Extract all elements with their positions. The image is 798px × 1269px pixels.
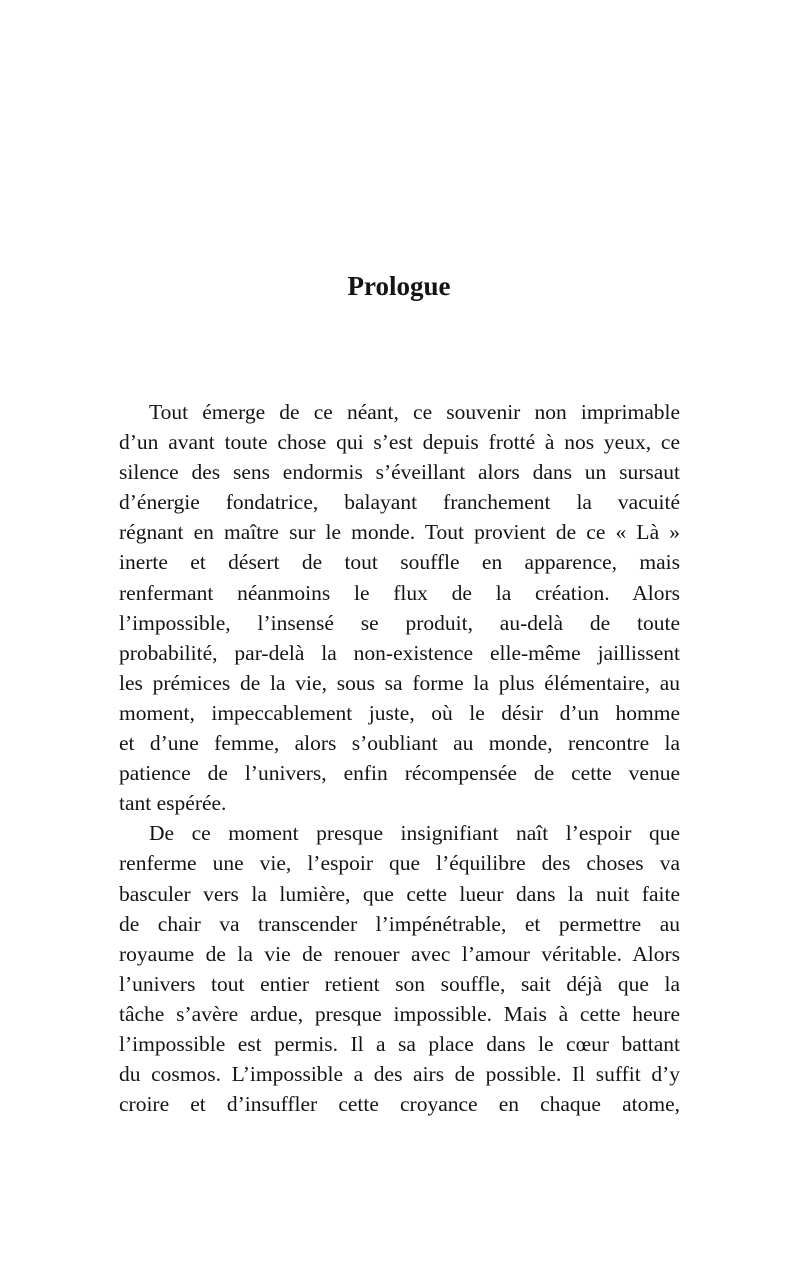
text-line: patience de l’univers, enfin récompensée de cette venue — [119, 761, 680, 786]
text-line: Tout émerge de ce néant, ce souvenir non imprimable — [149, 400, 680, 424]
paragraph-2 — [119, 818, 680, 1119]
text-line: l’impossible est permis. Il a sa place dans le cœur battant — [119, 1031, 680, 1056]
text-line: d’un avant toute chose qui s’est depuis frotté à nos yeux, ce — [119, 430, 680, 455]
chapter-title: Prologue — [347, 271, 451, 301]
text-line: l’impossible, l’insensé se produit, au-delà de toute — [119, 610, 680, 635]
text-line: royaume de la vie de renouer avec l’amour véritable. Alors — [119, 941, 680, 966]
text-line: renfermant néanmoins le flux de la création. Alors — [119, 580, 680, 605]
text-line: inerte et désert de tout souffle en apparence, mais — [119, 550, 680, 575]
text-line: de chair va transcender l’impénétrable, et permettre au — [119, 911, 680, 936]
text-line: tant espérée. — [119, 791, 227, 816]
text-line: d’énergie fondatrice, balayant franchement la vacuité — [119, 490, 680, 515]
text-line: moment, impeccablement juste, où le désir d’un homme — [119, 700, 680, 725]
text-line: les prémices de la vie, sous sa forme la plus élémentaire, au — [119, 670, 680, 695]
text-line: régnant en maître sur le monde. Tout provient de ce « Là » — [119, 520, 680, 545]
text-line: silence des sens endormis s’éveillant alors dans un sursaut — [119, 460, 680, 485]
text-line: renferme une vie, l’espoir que l’équilibre des choses va — [119, 851, 680, 876]
text-line: du cosmos. L’impossible a des airs de possible. Il suffit d’y — [119, 1062, 680, 1087]
prologue-text — [119, 397, 680, 1119]
paragraph-1 — [119, 397, 680, 818]
text-line: probabilité, par-delà la non-existence elle-même jaillissent — [119, 640, 680, 665]
text-line: l’univers tout entier retient son souffle, sait déjà que la — [119, 971, 680, 996]
text-line: De ce moment presque insignifiant naît l’espoir que — [149, 821, 680, 846]
text-line: basculer vers la lumière, que cette lueur dans la nuit faite — [119, 881, 680, 906]
text-line: croire et d’insuffler cette croyance en chaque atome, — [119, 1092, 680, 1117]
text-line: tâche s’avère ardue, presque impossible. Mais à cette heure — [119, 1001, 680, 1026]
text-line: et d’une femme, alors s’oubliant au monde, rencontre la — [119, 731, 680, 756]
